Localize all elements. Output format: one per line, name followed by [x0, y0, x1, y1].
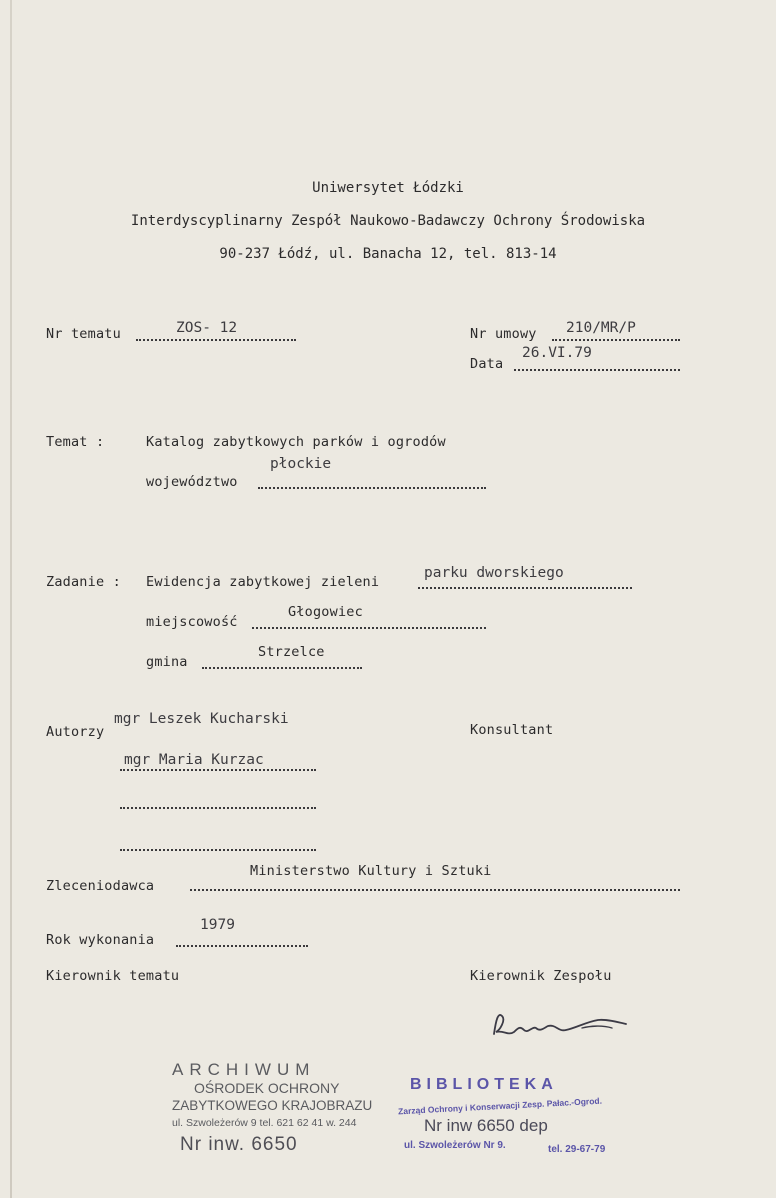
autorzy-label: Autorzy [46, 724, 105, 740]
archiwum-stamp-address: ul. Szwoleżerów 9 tel. 621 62 41 w. 244 [172, 1117, 357, 1129]
zleceniodawca-label: Zleceniodawca [46, 878, 155, 894]
autor-4-dots [120, 849, 316, 851]
miejscowosc-value: Głogowiec [288, 604, 363, 620]
wojewodztwo-dots [258, 487, 486, 489]
nr-umowy-dots [552, 339, 680, 341]
gmina-dots [202, 667, 362, 669]
wojewodztwo-label: województwo [146, 474, 238, 490]
autor-3-dots [120, 807, 316, 809]
temat-value: Katalog zabytkowych parków i ogrodów [146, 434, 446, 450]
rok-dots [176, 945, 308, 947]
miejscowosc-label: miejscowość [146, 614, 238, 630]
archiwum-stamp-line3: ZABYTKOWEGO KRAJOBRAZU [172, 1098, 373, 1113]
konsultant-label: Konsultant [470, 722, 554, 738]
biblioteka-stamp-title: BIBLIOTEKA [410, 1076, 558, 1093]
zadanie-label: Zadanie : [46, 574, 121, 590]
nr-umowy-label: Nr umowy [470, 326, 537, 342]
autor-1: mgr Leszek Kucharski [114, 711, 289, 727]
zadanie-dots [418, 587, 632, 589]
gmina-label: gmina [146, 654, 188, 670]
temat-label: Temat : [46, 434, 105, 450]
archiwum-stamp-title: ARCHIWUM [172, 1060, 316, 1079]
nr-umowy-value: 210/MR/P [566, 320, 636, 336]
zadanie-value: Ewidencja zabytkowej zieleni [146, 574, 380, 590]
zleceniodawca-value: Ministerstwo Kultury i Sztuki [250, 863, 492, 879]
signature [486, 1006, 646, 1046]
gmina-value: Strzelce [258, 644, 325, 660]
biblioteka-inventory-number: Nr inw 6650 dep [424, 1116, 548, 1135]
data-label: Data [470, 356, 504, 372]
archiwum-stamp-line2: OŚRODEK OCHRONY [194, 1080, 340, 1096]
zadanie-handwritten: parku dworskiego [424, 565, 564, 581]
miejscowosc-dots [252, 627, 486, 629]
wojewodztwo-value: płockie [270, 456, 332, 472]
institute-name: Interdyscyplinarny Zespół Naukowo-Badawczy Ochrony Środowiska [130, 213, 646, 229]
archiwum-inventory-number: Nr inw. 6650 [180, 1134, 298, 1155]
data-value: 26.VI.79 [522, 345, 592, 361]
biblioteka-stamp-phone: tel. 29-67-79 [548, 1144, 606, 1155]
university-name: Uniwersytet Łódzki [312, 180, 464, 196]
data-dots [514, 369, 680, 371]
nr-tematu-value: ZOS- 12 [176, 320, 238, 336]
institute-address: 90-237 Łódź, ul. Banacha 12, tel. 813-14 [219, 246, 557, 262]
nr-tematu-label: Nr tematu [46, 326, 121, 342]
rok-value: 1979 [200, 917, 235, 933]
kierownik-tematu-label: Kierownik tematu [46, 968, 180, 984]
autor-2-dots [120, 769, 316, 771]
kierownik-zespolu-label: Kierownik Zespołu [470, 968, 612, 984]
biblioteka-stamp-line2: Zarząd Ochrony i Konserwacji Zesp. Pałac.-Ogrod. [397, 1095, 603, 1117]
zleceniodawca-dots [190, 889, 680, 891]
nr-tematu-dots [136, 339, 296, 341]
rok-label: Rok wykonania [46, 932, 155, 948]
biblioteka-stamp-address: ul. Szwoleżerów Nr 9. [404, 1140, 506, 1151]
autor-2: mgr Maria Kurzac [124, 752, 264, 768]
